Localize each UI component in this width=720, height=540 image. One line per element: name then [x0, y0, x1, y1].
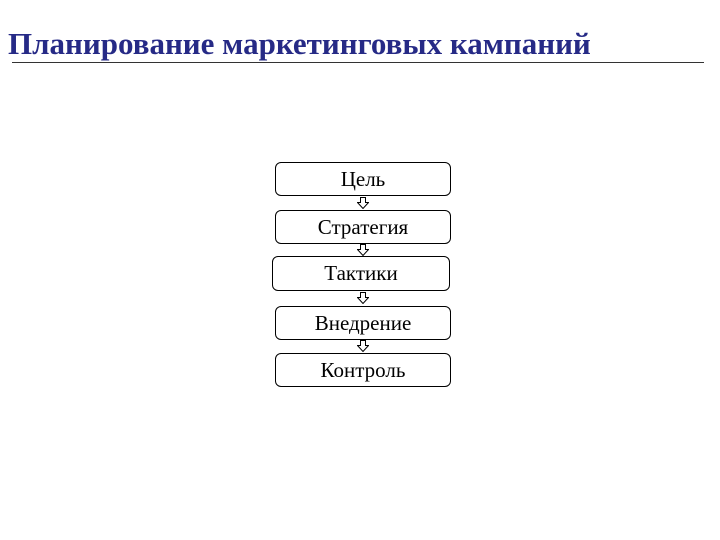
down-arrow-icon — [357, 292, 369, 304]
step-label: Контроль — [320, 357, 406, 382]
down-arrow-icon — [357, 340, 369, 352]
step-label: Внедрение — [314, 310, 412, 335]
step-label: Стратегия — [317, 214, 409, 239]
step-strategy — [275, 210, 451, 244]
step-control — [275, 353, 451, 387]
step-tactics — [272, 256, 450, 291]
step-implementation — [275, 306, 451, 340]
down-arrow-icon — [357, 197, 369, 209]
page-title: Планирование маркетинговых кампаний — [8, 26, 591, 61]
step-label: Тактики — [324, 261, 398, 285]
step-goal — [275, 162, 451, 196]
down-arrow-icon — [357, 244, 369, 256]
step-label: Цель — [340, 166, 386, 191]
